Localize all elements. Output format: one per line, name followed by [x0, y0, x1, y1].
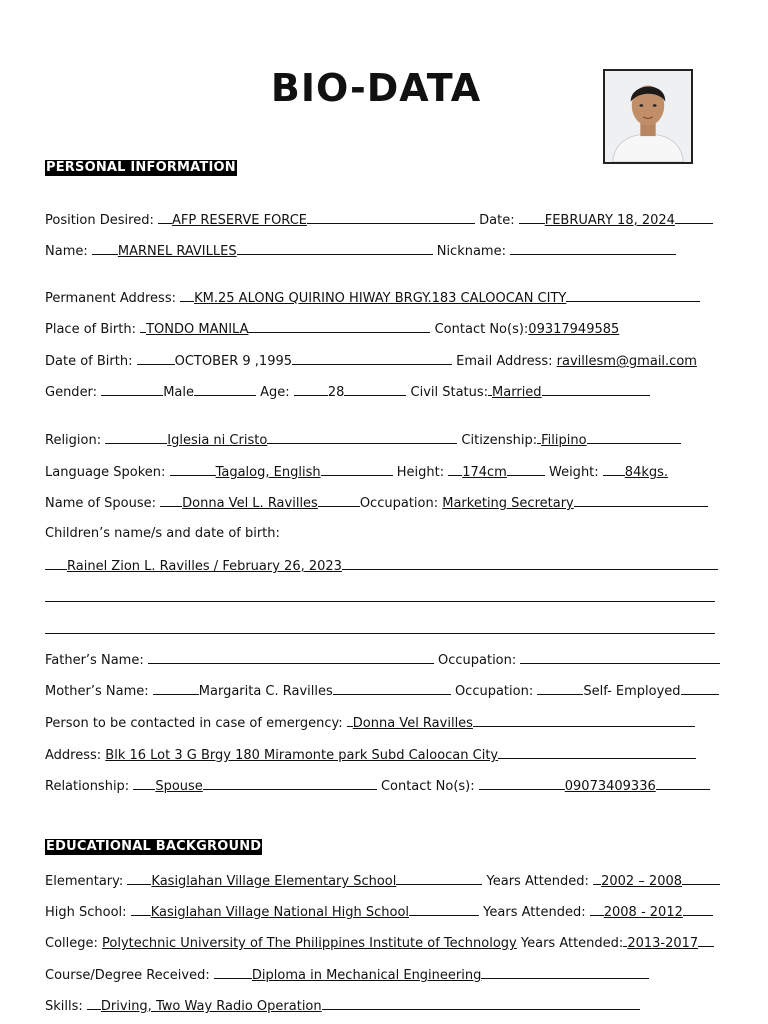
skills-value: Driving, Two Way Radio Operation: [100, 999, 322, 1014]
spouse-occupation-label: Occupation:: [359, 496, 439, 511]
emergency-label: Person to be contacted in case of emergency:: [45, 716, 343, 731]
children-label: Children’s name/s and date of birth:: [45, 526, 280, 541]
row-birthplace-contact: [45, 320, 725, 338]
name-label: Name:: [45, 244, 88, 259]
row-relationship: [45, 777, 725, 795]
skills-label: Skills:: [45, 999, 83, 1014]
position-value: AFP RESERVE FORCE: [171, 213, 307, 228]
citizenship-value: Filipino: [541, 433, 587, 448]
mother-occupation-value: Self- Employed: [583, 684, 681, 699]
college-years-label: Years Attended:: [520, 936, 624, 951]
position-label: Position Desired:: [45, 213, 154, 228]
age-label: Age:: [260, 385, 290, 400]
age-value: 28: [327, 385, 345, 400]
row-address: [45, 289, 725, 307]
row-children: [45, 557, 725, 575]
row-gender-age-civil: [45, 383, 725, 401]
mother-occupation-label: Occupation:: [454, 684, 534, 699]
college-value: Polytechnic University of The Philippines Institute of Technology: [102, 936, 517, 951]
dob-value: OCTOBER 9 ,1995: [174, 354, 293, 369]
email-value: ravillesm@gmail.com: [556, 354, 697, 369]
row-elementary: [45, 872, 725, 890]
row-religion-citizenship: [45, 431, 725, 449]
document-title: BIO-DATA: [270, 66, 482, 110]
contact-label: Contact No(s):: [434, 322, 529, 337]
row-high-school: [45, 903, 725, 921]
gender-value: Male: [163, 385, 194, 400]
religion-value: Iglesia ni Cristo: [167, 433, 268, 448]
dob-label: Date of Birth:: [45, 354, 133, 369]
high-school-years-label: Years Attended:: [483, 905, 586, 920]
row-course: [45, 966, 725, 984]
email-label: Email Address:: [456, 354, 553, 369]
applicant-photo: [603, 69, 693, 164]
weight-label: Weight:: [548, 465, 599, 480]
height-value: 174cm: [462, 465, 507, 480]
course-value: Diploma in Mechanical Engineering: [251, 968, 482, 983]
gender-label: Gender:: [45, 385, 98, 400]
father-label: Father’s Name:: [45, 653, 144, 668]
spouse-value: Donna Vel L. Ravilles: [182, 496, 318, 511]
address-value: KM.25 ALONG QUIRINO HIWAY BRGY.183 CALOOCAN CITY: [194, 291, 567, 306]
row-mother: [45, 682, 725, 700]
emergency-address-value: Blk 16 Lot 3 G Brgy 180 Miramonte park Subd Caloocan City: [105, 748, 499, 763]
row-name: [45, 242, 725, 260]
blank-line-2: [45, 633, 715, 634]
address-label: Permanent Address:: [45, 291, 176, 306]
emergency-contact-value: 09073409336: [564, 779, 656, 794]
row-skills: [45, 997, 725, 1015]
language-label: Language Spoken:: [45, 465, 166, 480]
emergency-value: Donna Vel Ravilles: [352, 716, 473, 731]
language-value: Tagalog, English: [215, 465, 321, 480]
elementary-years-label: Years Attended:: [486, 874, 589, 889]
name-value: MARNEL RAVILLES: [117, 244, 237, 259]
high-school-label: High School:: [45, 905, 127, 920]
birthplace-label: Place of Birth:: [45, 322, 136, 337]
emergency-address-label: Address:: [45, 748, 102, 763]
citizenship-label: Citizenship:: [461, 433, 538, 448]
elementary-value: Kasiglahan Village Elementary School: [151, 874, 397, 889]
weight-value: 84kgs.: [624, 465, 669, 480]
date-value: FEBRUARY 18, 2024: [544, 213, 675, 228]
course-label: Course/Degree Received:: [45, 968, 210, 983]
elementary-years-value: 2002 – 2008: [601, 874, 683, 889]
birthplace-value: TONDO MANILA: [146, 322, 249, 337]
row-dob-email: [45, 352, 725, 370]
father-occupation-label: Occupation:: [437, 653, 517, 668]
civil-status-value: Married: [492, 385, 542, 400]
row-emergency-address: [45, 746, 725, 764]
high-school-value: Kasiglahan Village National High School: [150, 905, 410, 920]
portrait-image: [605, 71, 691, 162]
relationship-value: Spouse: [155, 779, 203, 794]
civil-status-label: Civil Status:: [410, 385, 489, 400]
relationship-label: Relationship:: [45, 779, 130, 794]
row-emergency: [45, 714, 725, 732]
row-father: [45, 651, 725, 669]
college-years-value: 2013-2017: [627, 936, 699, 951]
spouse-label: Name of Spouse:: [45, 496, 156, 511]
row-college: [45, 934, 725, 952]
high-school-years-value: 2008 - 2012: [603, 905, 683, 920]
spouse-occupation-value: Marketing Secretary: [442, 496, 574, 511]
mother-label: Mother’s Name:: [45, 684, 149, 699]
height-label: Height:: [396, 465, 445, 480]
blank-line-1: [45, 601, 715, 602]
mother-value: Margarita C. Ravilles: [198, 684, 333, 699]
row-language-height-weight: [45, 463, 725, 481]
section-personal-information: PERSONAL INFORMATION: [46, 160, 236, 175]
elementary-label: Elementary:: [45, 874, 124, 889]
college-label: College:: [45, 936, 98, 951]
row-position-date: [45, 211, 725, 229]
section-educational-background: EDUCATIONAL BACKGROUND: [46, 839, 262, 854]
contact-value: 09317949585: [528, 322, 620, 337]
nickname-label: Nickname:: [436, 244, 506, 259]
religion-label: Religion:: [45, 433, 102, 448]
children-value: Rainel Zion L. Ravilles / February 26, 2023: [67, 559, 342, 574]
date-label: Date:: [479, 213, 515, 228]
row-spouse: [45, 494, 725, 512]
emergency-contact-label: Contact No(s):: [380, 779, 475, 794]
